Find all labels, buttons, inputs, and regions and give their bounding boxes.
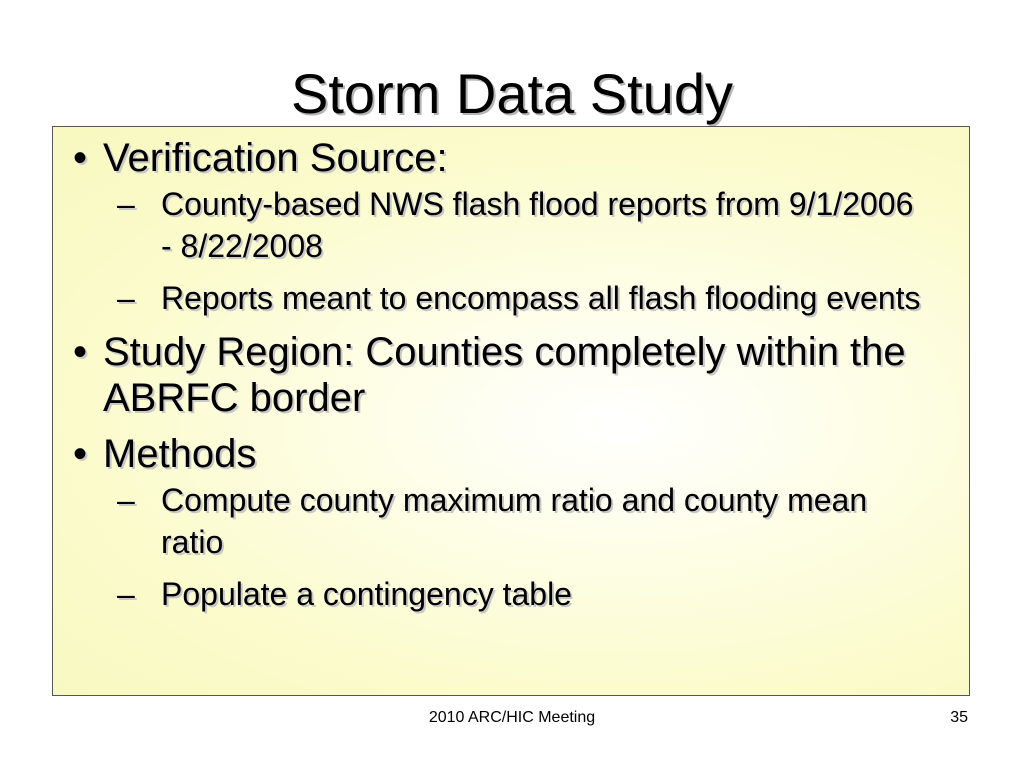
sub-bullet-text: County-based NWS flash flood reports from 9/1/2006 - 8/22/2008 [161,186,914,264]
bullet-text: Study Region: Counties completely within the ABRFC border [103,330,906,420]
sub-bullet-marker: – [117,576,135,612]
content-box [52,126,970,696]
bullet-marker: • [73,432,88,476]
sub-bullet-marker: – [117,186,135,222]
sub-bullet-text: Compute county maximum ratio and county mean ratio [161,482,868,560]
bullet-marker: • [73,330,88,374]
sub-bullet-contingency-table [117,573,949,615]
sub-bullet-reports-meant [117,277,949,319]
bullet-verification-source [53,135,969,319]
bullet-list [53,135,969,625]
bullet-marker: • [73,136,88,180]
sub-bullet-compute-ratio [117,479,949,563]
bullet-text: Verification Source: [103,136,448,180]
sub-bullet-text: Populate a contingency table [161,576,572,612]
bullet-text: Methods [103,432,257,476]
sub-bullet-list [117,183,949,319]
footer-meeting: 2010 ARC/HIC Meeting [428,709,596,726]
sub-bullet-marker: – [117,280,135,316]
sub-bullet-list [117,479,949,615]
slide-number: 35 [950,709,968,726]
sub-bullet-text: Reports meant to encompass all flash flooding events [161,280,921,316]
sub-bullet-marker: – [117,482,135,518]
sub-bullet-county-reports [117,183,949,267]
bullet-study-region [53,329,969,421]
slide-title: Storm Data Study [291,62,733,125]
bullet-methods [53,431,969,615]
